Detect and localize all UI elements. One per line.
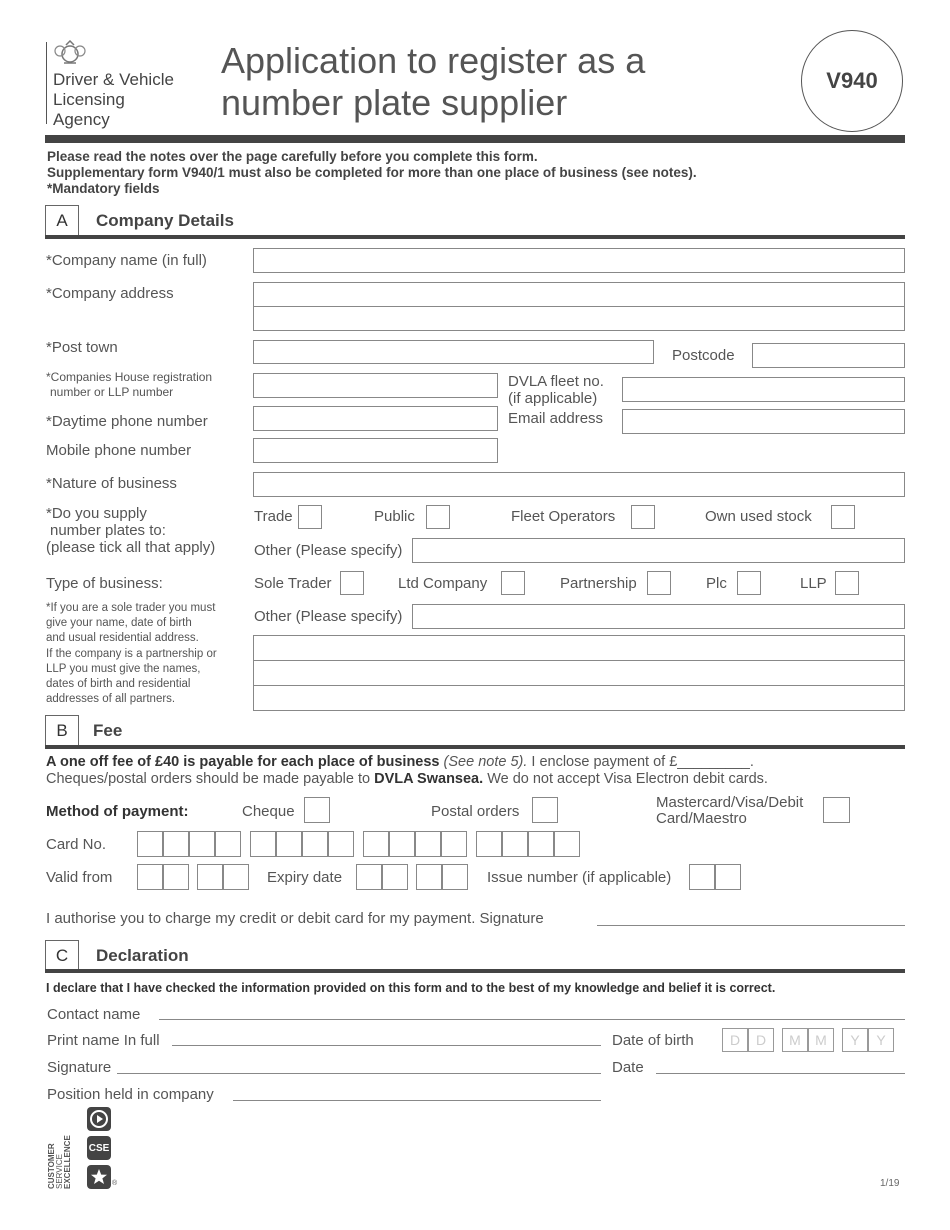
mobile-phone-label: Mobile phone number — [46, 442, 192, 459]
form-code-circle — [801, 30, 903, 132]
expiry-digit[interactable] — [442, 864, 468, 890]
valid-from-digit[interactable] — [163, 864, 189, 890]
card-digit[interactable] — [502, 831, 528, 857]
partner-note — [46, 601, 217, 707]
section-letter: B — [45, 715, 79, 745]
postal-orders-label: Postal orders — [431, 803, 520, 820]
type-other-label: Other (Please specify) — [254, 608, 403, 625]
date-label: Date — [612, 1059, 644, 1076]
nature-field[interactable] — [253, 472, 905, 497]
dob-label: Date of birth — [612, 1032, 694, 1049]
type-llp-checkbox[interactable] — [835, 571, 859, 595]
fee-note: (See note 5). — [443, 754, 528, 770]
label-line: (please tick all that apply) — [46, 539, 216, 556]
intro — [47, 149, 697, 197]
card-digit[interactable] — [189, 831, 215, 857]
email-field[interactable] — [622, 409, 905, 434]
cse-words — [48, 1105, 72, 1189]
type-llp-label: LLP — [800, 575, 827, 592]
supply-public-checkbox[interactable] — [426, 505, 450, 529]
company-address-label: *Company address — [46, 285, 174, 302]
payment-method-label: Method of payment: — [46, 803, 189, 820]
email-label: Email address — [508, 410, 604, 427]
fleet-label — [508, 373, 604, 407]
type-other-field[interactable] — [412, 604, 905, 629]
mobile-phone-field[interactable] — [253, 438, 498, 463]
card-digit[interactable] — [363, 831, 389, 857]
print-name-label: Print name In full — [47, 1032, 160, 1049]
cheques-b: We do not accept Visa Electron debit cards. — [487, 771, 768, 787]
section-letter: A — [45, 205, 79, 235]
cheques-a: Cheques/postal orders should be made payable to — [46, 771, 371, 787]
version-label: 1/19 — [880, 1178, 900, 1189]
type-plc-checkbox[interactable] — [737, 571, 761, 595]
fleet-number-field[interactable] — [622, 377, 905, 402]
supply-label — [46, 505, 215, 556]
note-line: give your name, date of birth — [46, 617, 192, 630]
fee-payment: I enclose payment of £_________. — [531, 754, 754, 770]
section-title: Fee — [93, 721, 123, 740]
postcode-field[interactable] — [752, 343, 905, 368]
cheques-payee: DVLA Swansea. — [374, 771, 484, 787]
fee-bold: A one off fee of £40 is payable for each place of business — [46, 754, 440, 770]
type-plc-label: Plc — [706, 575, 727, 592]
card-digit[interactable] — [163, 831, 189, 857]
cse-logo — [46, 1105, 126, 1190]
cse-word: CUSTOMER — [47, 1143, 56, 1189]
card-digit[interactable] — [554, 831, 580, 857]
postcode-label: Postcode — [672, 347, 735, 364]
contact-name-label: Contact name — [47, 1006, 141, 1023]
valid-from-digit[interactable] — [137, 864, 163, 890]
intro-line: *Mandatory fields — [47, 181, 160, 196]
type-ltd-checkbox[interactable] — [501, 571, 525, 595]
note-line: LLP you must give the names, — [46, 662, 201, 675]
agency-name — [53, 70, 174, 130]
post-town-field[interactable] — [253, 340, 654, 364]
issue-number-label: Issue number (if applicable) — [487, 869, 672, 886]
daytime-phone-label: *Daytime phone number — [46, 413, 208, 430]
label-line: *Do you supply — [46, 505, 147, 522]
title-line: number plate supplier — [221, 82, 568, 123]
card-digit[interactable] — [250, 831, 276, 857]
dob-year-cell[interactable]: Y — [868, 1028, 894, 1052]
position-label: Position held in company — [47, 1086, 214, 1103]
postal-orders-checkbox[interactable] — [532, 797, 558, 823]
cse-badge — [87, 1136, 111, 1160]
note-line: and usual residential address. — [46, 632, 199, 645]
section-title: Declaration — [96, 946, 189, 965]
dob-year-cell[interactable]: Y — [842, 1028, 868, 1052]
card-checkbox[interactable] — [823, 797, 850, 823]
card-number-label: Card No. — [46, 836, 107, 853]
note-line: addresses of all partners. — [46, 693, 176, 706]
cheque-checkbox[interactable] — [304, 797, 330, 823]
star-icon — [87, 1165, 111, 1189]
company-name-field[interactable] — [253, 248, 905, 273]
cheque-label: Cheque — [242, 803, 295, 820]
agency-line: Agency — [53, 110, 110, 129]
issue-digit[interactable] — [715, 864, 741, 890]
dob-month-cell[interactable]: M — [808, 1028, 834, 1052]
contact-name-line[interactable] — [159, 1019, 905, 1020]
card-signature-line[interactable] — [597, 925, 905, 926]
label-line: DVLA fleet no. — [508, 373, 604, 390]
section-bar — [45, 235, 905, 239]
registered-mark: ® — [112, 1180, 118, 1187]
companies-house-label — [46, 370, 212, 400]
form-title — [221, 40, 645, 124]
form-code: V940 — [826, 68, 878, 93]
company-address-field-2[interactable] — [253, 306, 905, 331]
agency-line: Licensing — [53, 90, 125, 109]
section-bar — [45, 745, 905, 749]
daytime-phone-field[interactable] — [253, 406, 498, 431]
card-digit[interactable] — [415, 831, 441, 857]
fee-text — [46, 754, 754, 770]
type-ltd-label: Ltd Company — [398, 575, 488, 592]
label-line: number plates to: — [50, 522, 166, 539]
expiry-digit[interactable] — [416, 864, 442, 890]
expiry-digit[interactable] — [382, 864, 408, 890]
play-icon — [87, 1107, 111, 1131]
position-line[interactable] — [233, 1100, 601, 1101]
supply-public-label: Public — [374, 508, 415, 525]
company-address-field-1[interactable] — [253, 282, 905, 307]
supply-trade-checkbox[interactable] — [298, 505, 322, 529]
note-line: If the company is a partnership or — [46, 647, 217, 660]
dob-day-cell[interactable]: D — [748, 1028, 774, 1052]
supply-other-field[interactable] — [412, 538, 905, 563]
card-digit[interactable] — [328, 831, 354, 857]
print-name-line[interactable] — [172, 1045, 601, 1046]
dob-day-cell[interactable]: D — [722, 1028, 748, 1052]
cheques-text — [46, 771, 768, 787]
authorise-text: I authorise you to charge my credit or debit card for my payment. Signature — [46, 910, 544, 927]
card-label — [656, 795, 803, 827]
supply-trade-label: Trade — [254, 508, 293, 525]
cse-text: CSE — [88, 1142, 110, 1154]
cse-word: EXCELLENCE — [63, 1135, 72, 1189]
partner-details-field-2[interactable] — [253, 660, 905, 686]
companies-house-field[interactable] — [253, 373, 498, 398]
type-partnership-label: Partnership — [560, 575, 637, 592]
type-sole-trader-checkbox[interactable] — [340, 571, 364, 595]
royal-crest-icon — [52, 40, 88, 66]
card-digit[interactable] — [137, 831, 163, 857]
valid-from-label: Valid from — [46, 869, 113, 886]
card-digit[interactable] — [441, 831, 467, 857]
type-partnership-checkbox[interactable] — [647, 571, 671, 595]
section-title: Company Details — [96, 211, 234, 230]
intro-line: Supplementary form V940/1 must also be completed for more than one place of business (see notes). — [47, 165, 697, 180]
card-digit[interactable] — [276, 831, 302, 857]
post-town-label: *Post town — [46, 339, 118, 356]
expiry-digit[interactable] — [356, 864, 382, 890]
card-digit[interactable] — [528, 831, 554, 857]
company-name-label: *Company name (in full) — [46, 252, 207, 269]
agency-line: Driver & Vehicle — [53, 70, 174, 89]
type-sole-trader-label: Sole Trader — [254, 575, 332, 592]
agency-rule — [46, 42, 47, 124]
signature-label: Signature — [47, 1059, 112, 1076]
valid-from-digit[interactable] — [223, 864, 249, 890]
signature-line[interactable] — [117, 1073, 601, 1074]
partner-details-field-3[interactable] — [253, 685, 905, 711]
dob-month-cell[interactable]: M — [782, 1028, 808, 1052]
cse-word: SERVICE — [55, 1154, 64, 1189]
label-line: Card/Maestro — [656, 810, 747, 827]
supply-other-label: Other (Please specify) — [254, 542, 403, 559]
note-line: *If you are a sole trader you must — [46, 602, 216, 614]
intro-line: Please read the notes over the page carefully before you complete this form. — [47, 149, 538, 164]
nature-label: *Nature of business — [46, 475, 177, 492]
card-digit[interactable] — [302, 831, 328, 857]
note-line: dates of birth and residential — [46, 678, 191, 691]
partner-details-field-1[interactable] — [253, 635, 905, 661]
label-line: number or LLP number — [50, 385, 174, 399]
supply-own-stock-label: Own used stock — [705, 508, 812, 525]
card-digit[interactable] — [389, 831, 415, 857]
supply-own-stock-checkbox[interactable] — [831, 505, 855, 529]
label-line: Mastercard/Visa/Debit — [656, 794, 804, 811]
label-line: (if applicable) — [508, 390, 598, 407]
supply-fleet-checkbox[interactable] — [631, 505, 655, 529]
date-line[interactable] — [656, 1073, 905, 1074]
declaration-text: I declare that I have checked the information provided on this form and to the best of my knowledge and belief it is correct. — [46, 981, 776, 995]
card-digit[interactable] — [215, 831, 241, 857]
business-type-label: Type of business: — [46, 575, 163, 592]
card-digit[interactable] — [476, 831, 502, 857]
title-line: Application to register as a — [221, 40, 646, 81]
section-letter: C — [45, 940, 79, 970]
label-line: *Companies House registration — [46, 370, 213, 384]
expiry-label: Expiry date — [267, 869, 343, 886]
section-bar — [45, 969, 905, 973]
supply-fleet-label: Fleet Operators — [511, 508, 616, 525]
issue-digit[interactable] — [689, 864, 715, 890]
header-bar — [45, 135, 905, 143]
valid-from-digit[interactable] — [197, 864, 223, 890]
